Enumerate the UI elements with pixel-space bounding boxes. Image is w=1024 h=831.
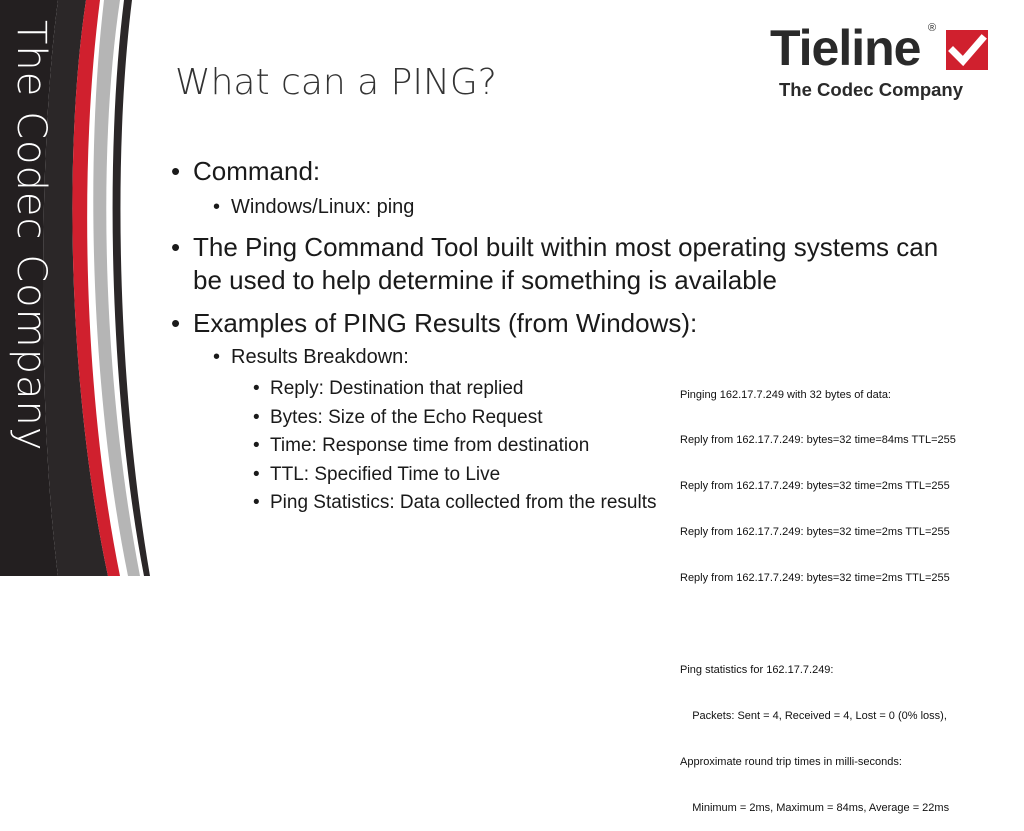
logo-registered-mark: ® [928, 22, 937, 34]
bullet-breakdown: • Results Breakdown: [231, 346, 409, 369]
sidebar-brand-text: The Codec Company [8, 20, 54, 452]
ping-output-line: Packets: Sent = 4, Received = 4, Lost = 0 (0% loss), [680, 709, 947, 722]
bullet-tool-line2: be used to help determine if something is available [193, 265, 777, 295]
ping-output-line: Pinging 162.17.7.249 with 32 bytes of data: [680, 388, 891, 401]
bullet-examples: • Examples of PING Results (from Windows): [193, 308, 697, 339]
tieline-logo [770, 22, 1000, 102]
breakdown-item: • Ping Statistics: Data collected from the results [270, 492, 657, 514]
breakdown-item: • Time: Response time from destination [270, 435, 589, 457]
bullet-command-sub: • Windows/Linux: ping [231, 196, 414, 219]
logo-wordmark: Tieline [770, 20, 921, 76]
ping-output-line: Approximate round trip times in milli-seconds: [680, 755, 902, 768]
ping-output-line: Ping statistics for 162.17.7.249: [680, 663, 834, 676]
bullet-command: • Command: [193, 156, 320, 187]
breakdown-item: • TTL: Specified Time to Live [270, 464, 500, 486]
checkmark-icon [946, 30, 988, 70]
ping-output-line: Reply from 162.17.7.249: bytes=32 time=2ms TTL=255 [680, 526, 950, 539]
breakdown-item: • Reply: Destination that replied [270, 378, 523, 400]
ping-output-line: Minimum = 2ms, Maximum = 84ms, Average = 22ms [680, 801, 950, 814]
ping-output-line: Reply from 162.17.7.249: bytes=32 time=2ms TTL=255 [680, 572, 950, 585]
ping-output-line [680, 617, 1010, 632]
logo-tagline: The Codec Company [779, 79, 963, 100]
ping-output-line: Reply from 162.17.7.249: bytes=32 time=84ms TTL=255 [680, 434, 956, 447]
ping-output-line: Reply from 162.17.7.249: bytes=32 time=2ms TTL=255 [680, 480, 950, 493]
ping-output-block [680, 357, 1010, 831]
breakdown-item: • Bytes: Size of the Echo Request [270, 407, 543, 429]
bullet-tool-line1: • The Ping Command Tool built within most operating systems can [193, 232, 938, 263]
slide-title: What can a PING? [175, 62, 497, 103]
